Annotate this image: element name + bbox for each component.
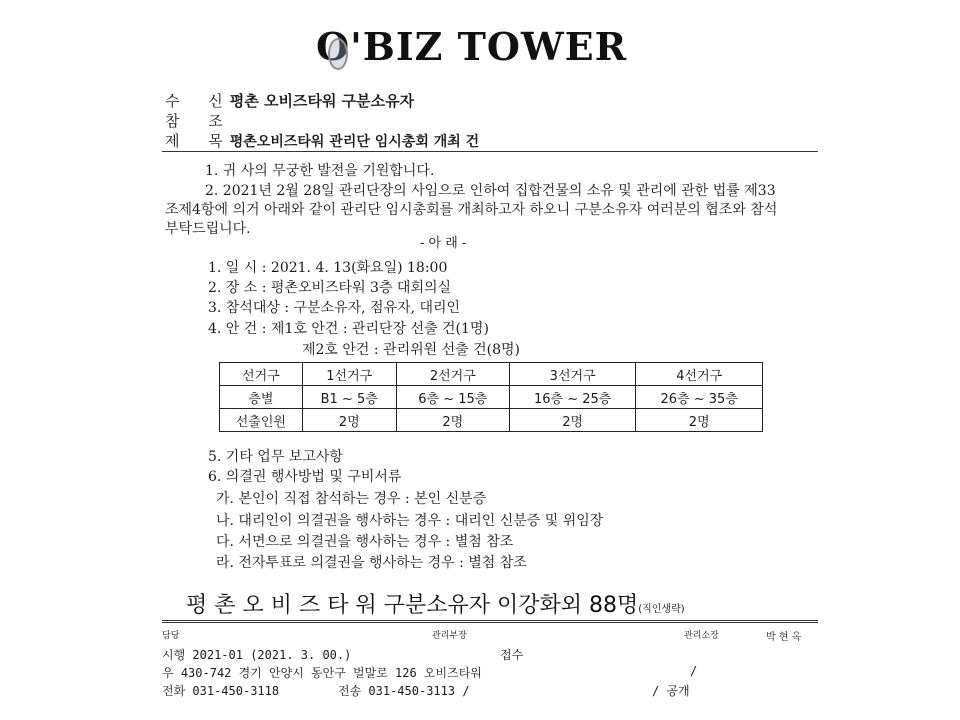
phone: 전화 031-450-3118 <box>162 684 280 698</box>
logo-mark <box>316 24 627 69</box>
reference-label: 참 조 <box>165 112 235 130</box>
item-attendees: 3. 참석대상 : 구분소유자, 점유자, 대리인 <box>208 300 461 316</box>
item-voting-d: 라. 전자투표로 의결권을 행사하는 경우 : 별첨 참조 <box>216 555 527 571</box>
table-cell: 층별 <box>220 386 303 409</box>
staff-label: 담당 <box>162 631 180 641</box>
sender-line <box>186 588 685 619</box>
footer-divider <box>162 620 818 623</box>
recipient-line <box>165 90 414 111</box>
paragraph-1: 1. 귀 사의 무궁한 발전을 기원합니다. <box>205 163 435 179</box>
table-cell: 26층 ~ 35층 <box>636 386 763 409</box>
table-cell: 1선거구 <box>302 363 396 386</box>
table-cell: 16층 ~ 25층 <box>509 386 636 409</box>
seal-omitted-note: (직인생략) <box>638 604 685 615</box>
table-cell: 2명 <box>636 409 763 432</box>
address-slash: / <box>690 664 698 678</box>
received-label: 접수 <box>500 648 524 662</box>
item-voting: 6. 의결권 행사방법 및 구비서류 <box>208 469 402 485</box>
item-other: 5. 기타 업무 보고사항 <box>208 449 343 465</box>
election-table <box>219 362 763 432</box>
manager-label: 관리부장 <box>432 631 467 641</box>
item-voting-b: 나. 대리인이 의결권을 행사하는 경우 : 대리인 신분증 및 위임장 <box>216 513 604 529</box>
paragraph-2-line-1: 2. 2021년 2월 28일 관리단장의 사임으로 인하여 집합건물의 소유 및 관리에 관한 법률 제33 <box>205 183 776 199</box>
item-place: 2. 장 소 : 평촌오비즈타워 3층 대회의실 <box>208 280 452 296</box>
recipient-value: 평촌 오비즈타워 구분소유자 <box>229 92 415 110</box>
table-cell: 3선거구 <box>509 363 636 386</box>
table-cell: 선거구 <box>220 363 303 386</box>
subject-line <box>165 130 479 151</box>
table-cell: 2명 <box>396 409 509 432</box>
table-cell: 2명 <box>302 409 396 432</box>
paragraph-2-line-3: 부탁드립니다. <box>165 221 251 237</box>
address: 우 430-742 경기 안양시 동안구 벌말로 126 오비즈타워 <box>162 666 482 680</box>
logo <box>316 24 646 72</box>
fax: 전송 031-450-3113 / <box>338 684 470 698</box>
item-voting-c: 다. 서면으로 의결권을 행사하는 경우 : 별첨 참조 <box>216 534 514 550</box>
logo-text: O'BIZ TOWER <box>316 24 628 69</box>
recipient-label: 수 신 <box>165 92 235 110</box>
director-name: 박 현 옥 <box>766 632 802 643</box>
item-voting-a: 가. 본인이 직접 참석하는 경우 : 본인 신분증 <box>216 491 487 507</box>
director-label: 관리소장 <box>684 631 719 641</box>
subject-value: 평촌오비즈타워 관리단 임시총회 개최 건 <box>229 134 480 150</box>
sender-name: 평 촌 오 비 즈 타 워 구분소유자 이강화외 88명 <box>186 593 639 618</box>
table-row <box>220 363 763 386</box>
below-heading: - 아 래 - <box>420 236 467 251</box>
subject-label: 제 목 <box>165 132 235 150</box>
table-cell: 2명 <box>509 409 636 432</box>
table-cell: 6층 ~ 15층 <box>396 386 509 409</box>
reference-line <box>165 110 235 131</box>
item-date: 1. 일 시 : 2021. 4. 13(화요일) 18:00 <box>208 260 448 276</box>
disclosure: / 공개 <box>652 684 690 698</box>
item-agenda-2: 제2호 안건 : 관리위원 선출 건(8명) <box>302 342 520 358</box>
table-row <box>220 386 763 409</box>
doc-number: 시행 2021-01 (2021. 3. 00.) <box>162 648 352 662</box>
table-cell: 2선거구 <box>396 363 509 386</box>
table-row <box>220 409 763 432</box>
paragraph-2-line-2: 조제4항에 의거 아래와 같이 관리단 임시총회를 개최하고자 하오니 구분소유자 여러분의 협조와 참석 <box>165 202 778 218</box>
table-cell: 4선거구 <box>636 363 763 386</box>
header-divider <box>162 151 818 152</box>
table-cell: B1 ~ 5층 <box>302 386 396 409</box>
item-agenda: 4. 안 건 : 제1호 안건 : 관리단장 선출 건(1명) <box>208 321 489 337</box>
table-cell: 선출인원 <box>220 409 303 432</box>
